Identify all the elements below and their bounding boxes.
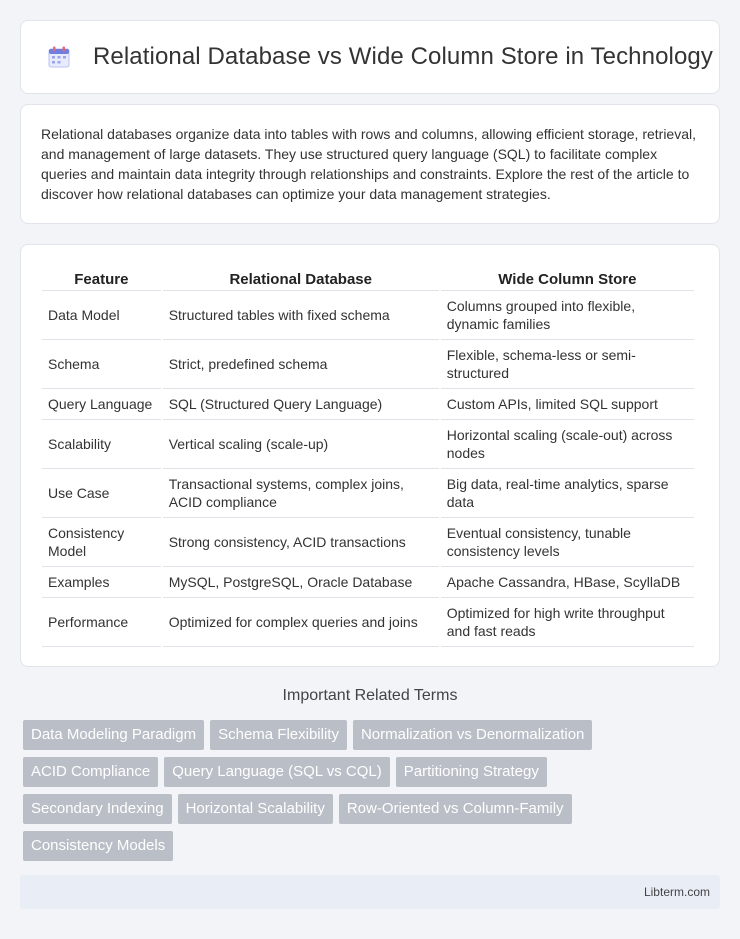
- wide-column-cell: Horizontal scaling (scale-out) across nodes: [441, 420, 694, 469]
- relational-cell: Optimized for complex queries and joins: [163, 598, 439, 647]
- relational-cell: Strong consistency, ACID transactions: [163, 518, 439, 567]
- feature-cell: Consistency Model: [42, 518, 161, 567]
- header-relational: Relational Database: [163, 265, 439, 291]
- relational-cell: Transactional systems, complex joins, ACID compliance: [163, 469, 439, 518]
- wide-column-cell: Optimized for high write throughput and fast reads: [441, 598, 694, 647]
- tag-schema-flexibility[interactable]: Schema Flexibility: [210, 720, 347, 750]
- table-row: [42, 291, 694, 340]
- comparison-table: [40, 265, 696, 647]
- feature-cell: Examples: [42, 567, 161, 598]
- calendar-icon: [47, 45, 71, 69]
- wide-column-cell: Eventual consistency, tunable consistency levels: [441, 518, 694, 567]
- related-terms-title: Important Related Terms: [282, 687, 458, 704]
- tag-secondary-indexing[interactable]: Secondary Indexing: [23, 794, 172, 824]
- intro-card: [20, 104, 720, 224]
- tag-row-oriented-vs-column-family[interactable]: Row-Oriented vs Column-Family: [339, 794, 572, 824]
- wide-column-cell: Custom APIs, limited SQL support: [441, 389, 694, 420]
- page-title: Relational Database vs Wide Column Store in Technology: [93, 43, 713, 70]
- header-feature: Feature: [42, 265, 161, 291]
- header-wide-column: Wide Column Store: [441, 265, 694, 291]
- comparison-card: [20, 244, 720, 667]
- tag-horizontal-scalability[interactable]: Horizontal Scalability: [178, 794, 333, 824]
- feature-cell: Performance: [42, 598, 161, 647]
- related-terms-list: [23, 720, 723, 868]
- table-row: [42, 598, 694, 647]
- table-row: [42, 518, 694, 567]
- tag-query-language[interactable]: Query Language (SQL vs CQL): [164, 757, 390, 787]
- table-row: [42, 340, 694, 389]
- relational-cell: Vertical scaling (scale-up): [163, 420, 439, 469]
- wide-column-cell: Flexible, schema-less or semi-structured: [441, 340, 694, 389]
- feature-cell: Scalability: [42, 420, 161, 469]
- table-row: [42, 420, 694, 469]
- intro-text: Relational databases organize data into tables with rows and columns, allowing efficient storage, retrieval, and management of large datasets. They use structured query language (SQL) to facilitate complex queries and maintain data integrity through relationships and constraints. Explore the rest of the article to discover how relational databases can optimize your data management strategies.: [41, 126, 696, 202]
- table-row: [42, 567, 694, 598]
- feature-cell: Data Model: [42, 291, 161, 340]
- footer: [20, 875, 720, 909]
- table-row: [42, 389, 694, 420]
- wide-column-cell: Big data, real-time analytics, sparse data: [441, 469, 694, 518]
- relational-cell: Strict, predefined schema: [163, 340, 439, 389]
- tag-consistency-models[interactable]: Consistency Models: [23, 831, 173, 861]
- tag-data-modeling-paradigm[interactable]: Data Modeling Paradigm: [23, 720, 204, 750]
- tag-normalization-vs-denormalization[interactable]: Normalization vs Denormalization: [353, 720, 592, 750]
- feature-cell: Use Case: [42, 469, 161, 518]
- relational-cell: SQL (Structured Query Language): [163, 389, 439, 420]
- feature-cell: Schema: [42, 340, 161, 389]
- relational-cell: MySQL, PostgreSQL, Oracle Database: [163, 567, 439, 598]
- wide-column-cell: Columns grouped into flexible, dynamic families: [441, 291, 694, 340]
- page-header: [20, 20, 720, 94]
- table-header-row: [42, 265, 694, 291]
- table-row: [42, 469, 694, 518]
- feature-cell: Query Language: [42, 389, 161, 420]
- wide-column-cell: Apache Cassandra, HBase, ScyllaDB: [441, 567, 694, 598]
- relational-cell: Structured tables with fixed schema: [163, 291, 439, 340]
- footer-site-link[interactable]: Libterm.com: [643, 885, 710, 899]
- tag-partitioning-strategy[interactable]: Partitioning Strategy: [396, 757, 547, 787]
- tag-acid-compliance[interactable]: ACID Compliance: [23, 757, 158, 787]
